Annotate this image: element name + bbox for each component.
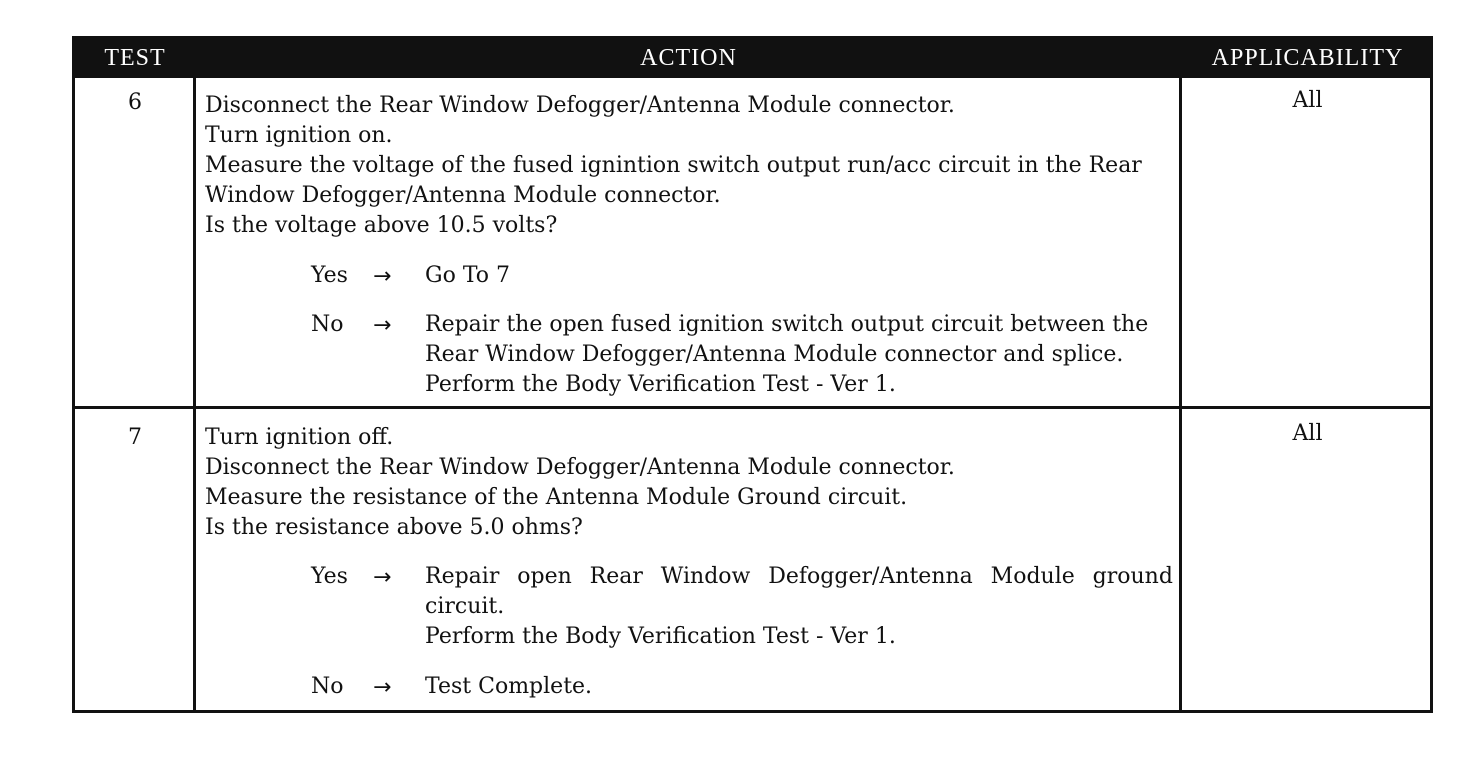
result-word: Defogger/Antenna (768, 564, 973, 589)
result-word: Rear (589, 564, 643, 589)
diagnostic-test-table (72, 36, 1433, 713)
action-line: Disconnect the Rear Window Defogger/Antenna Module connector. (205, 455, 955, 480)
no-result: Perform the Body Verification Test - Ver 1. (425, 372, 896, 397)
table-header (75, 39, 1430, 78)
column-divider (1179, 78, 1182, 710)
yes-label: Yes (311, 263, 348, 288)
test-number: 6 (128, 90, 142, 115)
header-applicability: APPLICABILITY (1211, 45, 1404, 71)
result-word: Window (660, 564, 751, 589)
action-line: Window Defogger/Antenna Module connector. (205, 183, 721, 208)
header-action: ACTION (640, 45, 737, 71)
test-number: 7 (128, 425, 142, 450)
arrow-icon: → (373, 313, 392, 338)
action-line: Measure the resistance of the Antenna Module Ground circuit. (205, 485, 908, 510)
action-line: Disconnect the Rear Window Defogger/Antenna Module connector. (205, 93, 955, 118)
row-divider (75, 406, 1430, 409)
no-label: No (311, 674, 344, 699)
no-result: Test Complete. (425, 674, 593, 699)
column-divider (193, 78, 196, 710)
result-word: ground (1092, 564, 1173, 589)
yes-result: Perform the Body Verification Test - Ver 1. (425, 624, 896, 649)
action-line: Measure the voltage of the fused ignintion switch output run/acc circuit in the Rear (205, 153, 1142, 178)
action-line: Turn ignition on. (205, 123, 393, 148)
yes-result: Go To 7 (425, 263, 511, 288)
action-line: Is the resistance above 5.0 ohms? (205, 515, 583, 540)
no-result: Rear Window Defogger/Antenna Module connector and splice. (425, 342, 1124, 367)
no-label: No (311, 312, 344, 337)
result-word: Module (990, 564, 1075, 589)
result-word: Repair (425, 564, 500, 589)
yes-result-justified (425, 564, 1173, 589)
yes-label: Yes (311, 564, 348, 589)
action-line: Turn ignition off. (205, 425, 394, 450)
arrow-icon: → (373, 264, 392, 289)
yes-result: circuit. (425, 594, 505, 619)
result-word: open (517, 564, 572, 589)
action-line: Is the voltage above 10.5 volts? (205, 213, 558, 238)
arrow-icon: → (373, 675, 392, 700)
no-result: Repair the open fused ignition switch output circuit between the (425, 312, 1149, 337)
applicability-value: All (1292, 421, 1323, 446)
applicability-value: All (1292, 88, 1323, 113)
header-test: TEST (104, 45, 166, 71)
arrow-icon: → (373, 565, 392, 590)
